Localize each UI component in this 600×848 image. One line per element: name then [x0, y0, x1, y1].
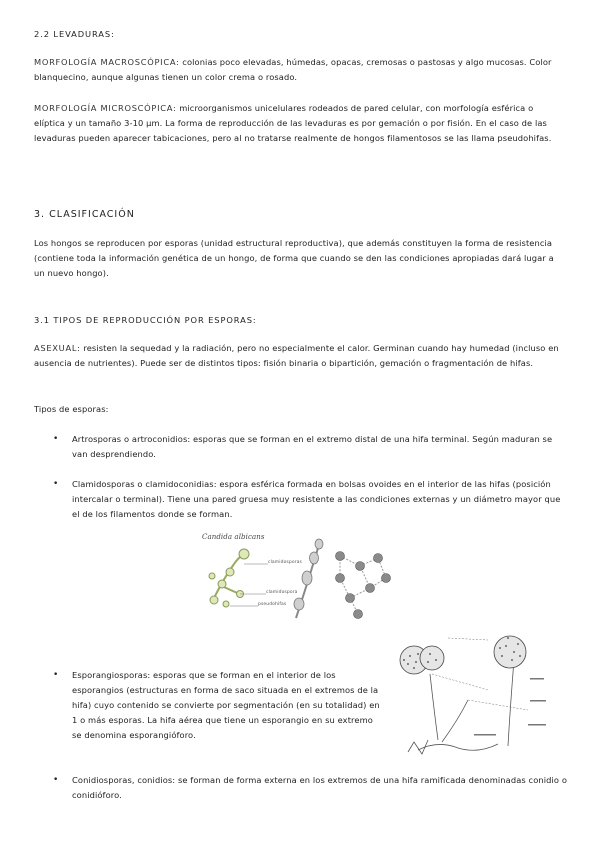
clamidospora-chain-illustration — [200, 528, 400, 624]
asexual-text: resisten la sequedad y la radiación, pero no especialmente el calor. Germinan cuando hay humedad (incluso en ausencia de nutrientes). Puede ser de distintos tipos: fisión binaria o bipartición, gemación o fragmentación de hifas. — [34, 343, 559, 368]
bullet-clamidosporas: Clamidosporas o clamidoconidias: espora esférica formada en bolsas ovoides en el interior de las hifas (posición intercalar o terminal). Tiene una pared gruesa muy resistente a las condiciones externas y un diámetro mayor que el de los filamentos donde se forman. — [72, 479, 561, 519]
figure-label-pseudohifas: pseudohifas — [258, 602, 287, 607]
section-3-heading: 3. CLASIFICACIÓN — [34, 209, 135, 220]
bullet-marker: • — [53, 670, 59, 680]
bullet-conidiosporas: Conidiosporas, conidios: se forman de forma externa en los extremos de una hifa ramificada denominadas conidio o conidióforo. — [72, 775, 567, 800]
macro-label: MORFOLOGÍA MACROSCÓPICA: — [34, 57, 180, 67]
figure-label-clamidospora: clamidospora — [266, 590, 298, 595]
bullet-esporangiosporas: Esporangiosporas: esporas que se forman en el interior de los esporangios (estructuras en forma de saco situada en el extremos de la hifa) cuyo contenido se convierte por segmentación (en su totalidad) en 1 o más esporas. La hifa aérea que tiene un esporangio en su extremo se denomina esporangióforo. — [72, 670, 380, 740]
asexual-label: ASEXUAL: — [34, 343, 81, 353]
bullet-artrosporas: Artrosporas o artroconidios: esporas que se forman en el extremo distal de una hifa terminal. Según maduran se van desprendiendo. — [72, 434, 553, 459]
section-2-2-heading: 2.2 LEVADURAS: — [34, 29, 115, 39]
asexual-paragraph — [34, 341, 566, 371]
figure-title: Candida albicans — [202, 533, 265, 541]
bullet-marker: • — [53, 775, 59, 785]
macro-paragraph — [34, 55, 566, 85]
spore-types-label: Tipos de esporas: — [34, 404, 109, 414]
micro-paragraph — [34, 101, 566, 146]
candida-figure — [200, 528, 400, 624]
classification-paragraph: Los hongos se reproducen por esporas (unidad estructural reproductiva), que además constituyen la forma de resistencia (contiene toda la información genética de un hongo, de forma que cuando se den las condiciones apropiadas dará lugar a un nuevo hongo). — [34, 238, 554, 278]
bullet-marker: • — [53, 434, 59, 444]
micro-label: MORFOLOGÍA MICROSCÓPICA: — [34, 103, 177, 113]
micro-text: microorganismos unicelulares rodeados de pared celular, con morfología esférica o elíptica y un tamaño 3-10 µm. La forma de reproducción de las levaduras es por gemación o por fisión. En el caso de las levaduras pueden aparecer tabicaciones, pero al no tratarse realmente de hongos filamentosos se las llama pseudohifas. — [34, 103, 552, 143]
macro-text: colonias poco elevadas, húmedas, opacas, cremosas o pastosas y algo mucosas. Color blanquecino, aunque algunas tienen un color crema o rosado. — [34, 57, 552, 82]
bullet-marker: • — [53, 479, 59, 489]
sporangium-illustration — [388, 630, 568, 758]
section-3-1-heading: 3.1 TIPOS DE REPRODUCCIÓN POR ESPORAS: — [34, 315, 257, 325]
figure-label-clamidosporas: clamidosporas — [268, 560, 302, 565]
